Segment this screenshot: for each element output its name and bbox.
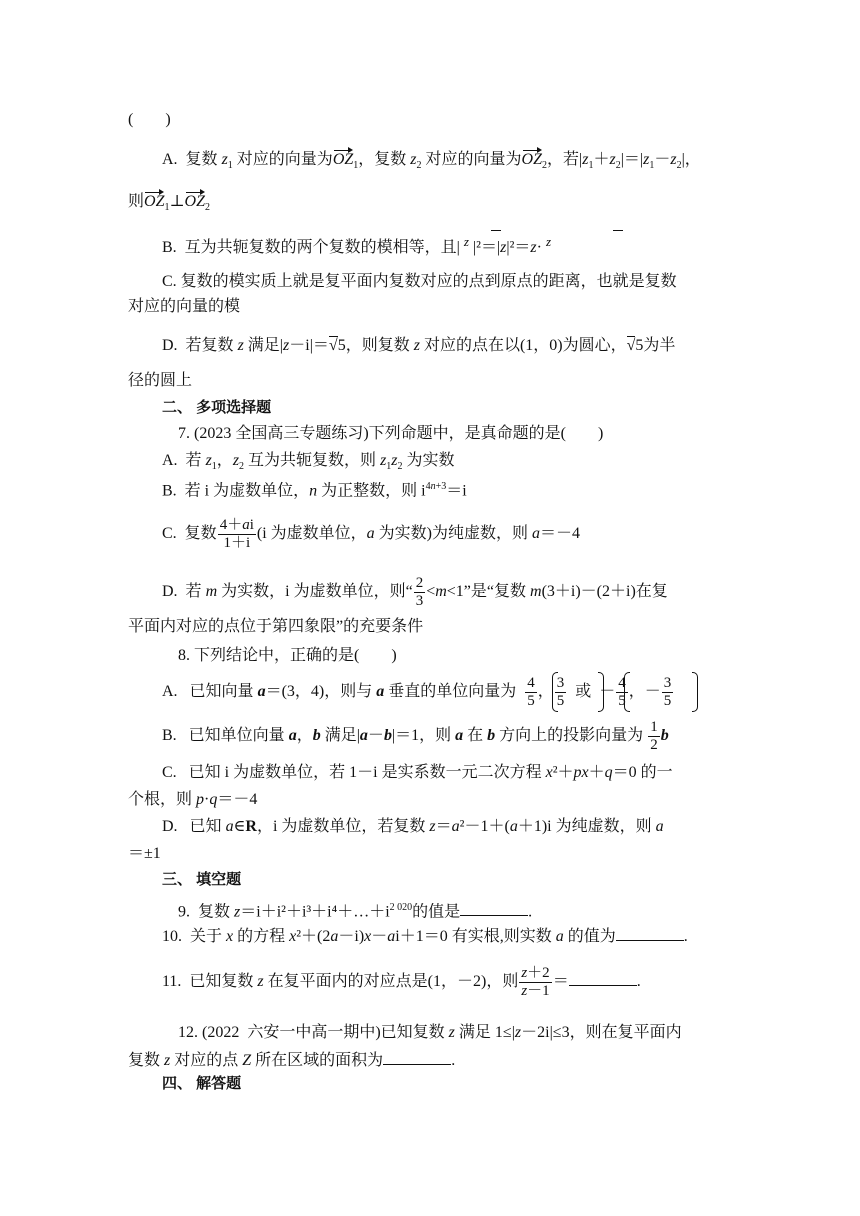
option-b: B. 互为共轭复数的两个复数的模相等，且| $^z$ |²＝|z|²＝z· $^z$ <box>162 234 552 256</box>
question-10: 10. 关于 x 的方程 x²＋(2a－i)x－ai＋1＝0 有实根,则实数 a 的值为 . <box>162 928 688 945</box>
option-c: C. 复数的模实质上就是复平面内复数对应的点到原点的距离，也就是复数 <box>162 273 677 290</box>
option-a: A. 复数 $z_1$ 对应的向量为$OZ_1$，复数 $z_2$ 对应的向量为$OZ_2$，若$|z_1+z_2|=|z_1-z_2|$， <box>162 151 701 172</box>
option-d-cont: 径的圆上 <box>128 372 193 389</box>
section-heading-fill-in: 三、 填空题 <box>162 871 242 888</box>
option-a-cont: 则$OZ_1\perp OZ_2$ <box>128 193 210 214</box>
section-heading-multi-choice: 二、 多项选择题 <box>162 399 272 416</box>
question-12-cont: 复数 z 对应的点 Z 所在区域的面积为 . <box>128 1052 456 1069</box>
q8-option-c: C. 已知 i 为虚数单位，若 1－i 是实系数一元二次方程 x²＋px＋q＝0 的一 <box>162 764 673 781</box>
q7-option-d: D. 若 m 为实数，i 为虚数单位，则“ $\frac{2}{3}$ <m<1”是“复数 m(3＋i)－(2＋i)在复 <box>162 574 668 609</box>
answer-paren: ( ) <box>128 111 171 128</box>
q7-option-b: B. 若 i 为虚数单位，n 为正整数，则 $i^{4n+3}=i$ <box>162 481 467 500</box>
q8-option-d-cont: ＝±1 <box>128 845 161 862</box>
option-c-cont: 对应的向量的模 <box>128 298 241 315</box>
q8-option-d: D. 已知 a∈R，i 为虚数单位，若复数 z＝a²－1＋(a＋1)i 为纯虚数，则 a <box>162 818 664 835</box>
question-9: 9. 复数 $z=i+i^2+i^3+i^4+\dots+i^{2 020}$的值是 . <box>178 902 533 921</box>
question-12: 12. (2022 六安一中高一期中)已知复数 z 满足 1≤|z－2i|≤3，则在复平面内 <box>178 1024 682 1041</box>
section-heading-answer: 四、 解答题 <box>162 1075 242 1092</box>
q8-option-b: B. 已知单位向量 a，b 满足|a－b|＝1，则 a 在 b 方向上的投影向量为 $\frac{1}{2}$ b <box>162 718 669 753</box>
q7-option-d-cont: 平面内对应的点位于第四象限”的充要条件 <box>128 618 424 635</box>
q8-option-c-cont: 个根，则 p·q＝－4 <box>128 791 258 808</box>
q7-option-a: A. 若 $z_1$，$z_2$ 互为共轭复数，则 $z_1z_2$ 为实数 <box>162 452 455 473</box>
q8-option-a: A. 已知向量 a＝(3，4)，则与 a 垂直的单位向量为 $\frac{4}{5}$ ， $\frac{3}{5}$ 或 － $\frac{4}{5}$ ，－ $\frac{3}{5}$ <box>162 674 672 709</box>
question-7: 7. (2023 全国高三专题练习)下列命题中，是真命题的是( ) <box>178 425 604 442</box>
question-11: 11. 已知复数 z 在复平面内的对应点是(1，－2)，则 $\frac{z+2}{z-1}$ ＝ . <box>162 964 641 999</box>
q7-option-c: C. 复数 $\frac{4+ai}{1+i}$ (i 为虚数单位，a 为实数)为纯虚数，则 a＝－4 <box>162 516 581 551</box>
option-d: D. 若复数 z 满足|z－i|＝√5，则复数 z 对应的点在以(1，0)为圆心，√5为半 <box>162 337 676 354</box>
question-8: 8. 下列结论中，正确的是( ) <box>178 647 397 664</box>
